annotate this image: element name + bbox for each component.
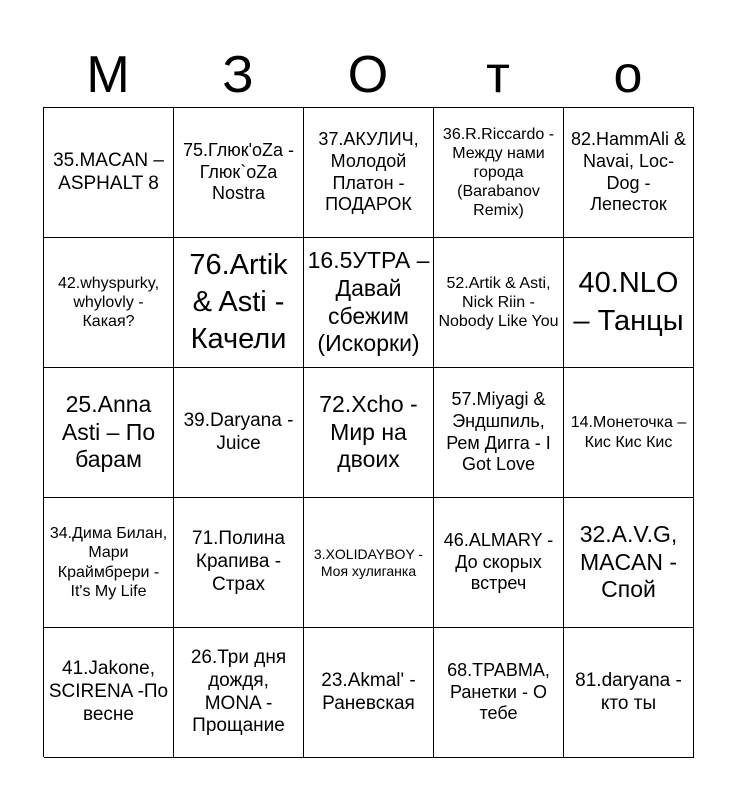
bingo-cell[interactable]: 3.XOLIDAYBOY - Моя хулиганка	[304, 498, 434, 628]
header-letter-5: о	[613, 46, 643, 104]
bingo-cell[interactable]: 35.MACAN – ASPHALT 8	[44, 108, 174, 238]
bingo-cell[interactable]: 40.NLO – Танцы	[564, 238, 694, 368]
bingo-cell[interactable]: 72.Xcho - Мир на двоих	[304, 368, 434, 498]
bingo-cell[interactable]: 81.daryana - кто ты	[564, 628, 694, 758]
bingo-cell[interactable]: 57.Miyagi & Эндшпиль, Рем Дигга - I Got Love	[434, 368, 564, 498]
bingo-grid	[43, 107, 694, 757]
bingo-cell[interactable]: 46.ALMARY - До скорых встреч	[434, 498, 564, 628]
header-letter-2: З	[222, 46, 254, 104]
bingo-cell[interactable]: 25.Anna Asti – По барам	[44, 368, 174, 498]
bingo-cell[interactable]: 16.5УТРА – Давай сбежим (Искорки)	[304, 238, 434, 368]
bingo-cell[interactable]: 68.ТРАВМА, Ранетки - О тебе	[434, 628, 564, 758]
bingo-cell[interactable]: 36.R.Riccardo - Между нами города (Barabanov Remix)	[434, 108, 564, 238]
bingo-cell[interactable]: 37.АКУЛИЧ, Молодой Платон - ПОДАРОК	[304, 108, 434, 238]
bingo-cell[interactable]: 71.Полина Крапива - Страх	[174, 498, 304, 628]
bingo-cell[interactable]: 75.Глюк'oZa - Глюк`oZa Nostra	[174, 108, 304, 238]
bingo-cell[interactable]: 32.A.V.G, MACAN - Спой	[564, 498, 694, 628]
bingo-cell[interactable]: 76.Artik & Asti - Качели	[174, 238, 304, 368]
bingo-cell[interactable]: 26.Три дня дождя, MONA - Прощание	[174, 628, 304, 758]
bingo-cell[interactable]: 39.Daryana - Juice	[174, 368, 304, 498]
bingo-cell[interactable]: 23.Akmal' - Раневская	[304, 628, 434, 758]
bingo-cell[interactable]: 14.Монеточка – Кис Кис Кис	[564, 368, 694, 498]
bingo-cell[interactable]: 34.Дима Билан, Мари Краймбрери - It's My Life	[44, 498, 174, 628]
header-letter-3: О	[347, 46, 389, 104]
header-letter-4: т	[486, 46, 510, 104]
bingo-cell[interactable]: 82.HammAli & Navai, Loc-Dog - Лепесток	[564, 108, 694, 238]
bingo-cell[interactable]: 41.Jakone, SCIRENA -По весне	[44, 628, 174, 758]
bingo-header	[43, 44, 693, 106]
bingo-cell[interactable]: 42.whyspurky, whylovly - Какая?	[44, 238, 174, 368]
header-letter-1: М	[86, 46, 130, 104]
bingo-cell[interactable]: 52.Artik & Asti, Nick Riin - Nobody Like You	[434, 238, 564, 368]
